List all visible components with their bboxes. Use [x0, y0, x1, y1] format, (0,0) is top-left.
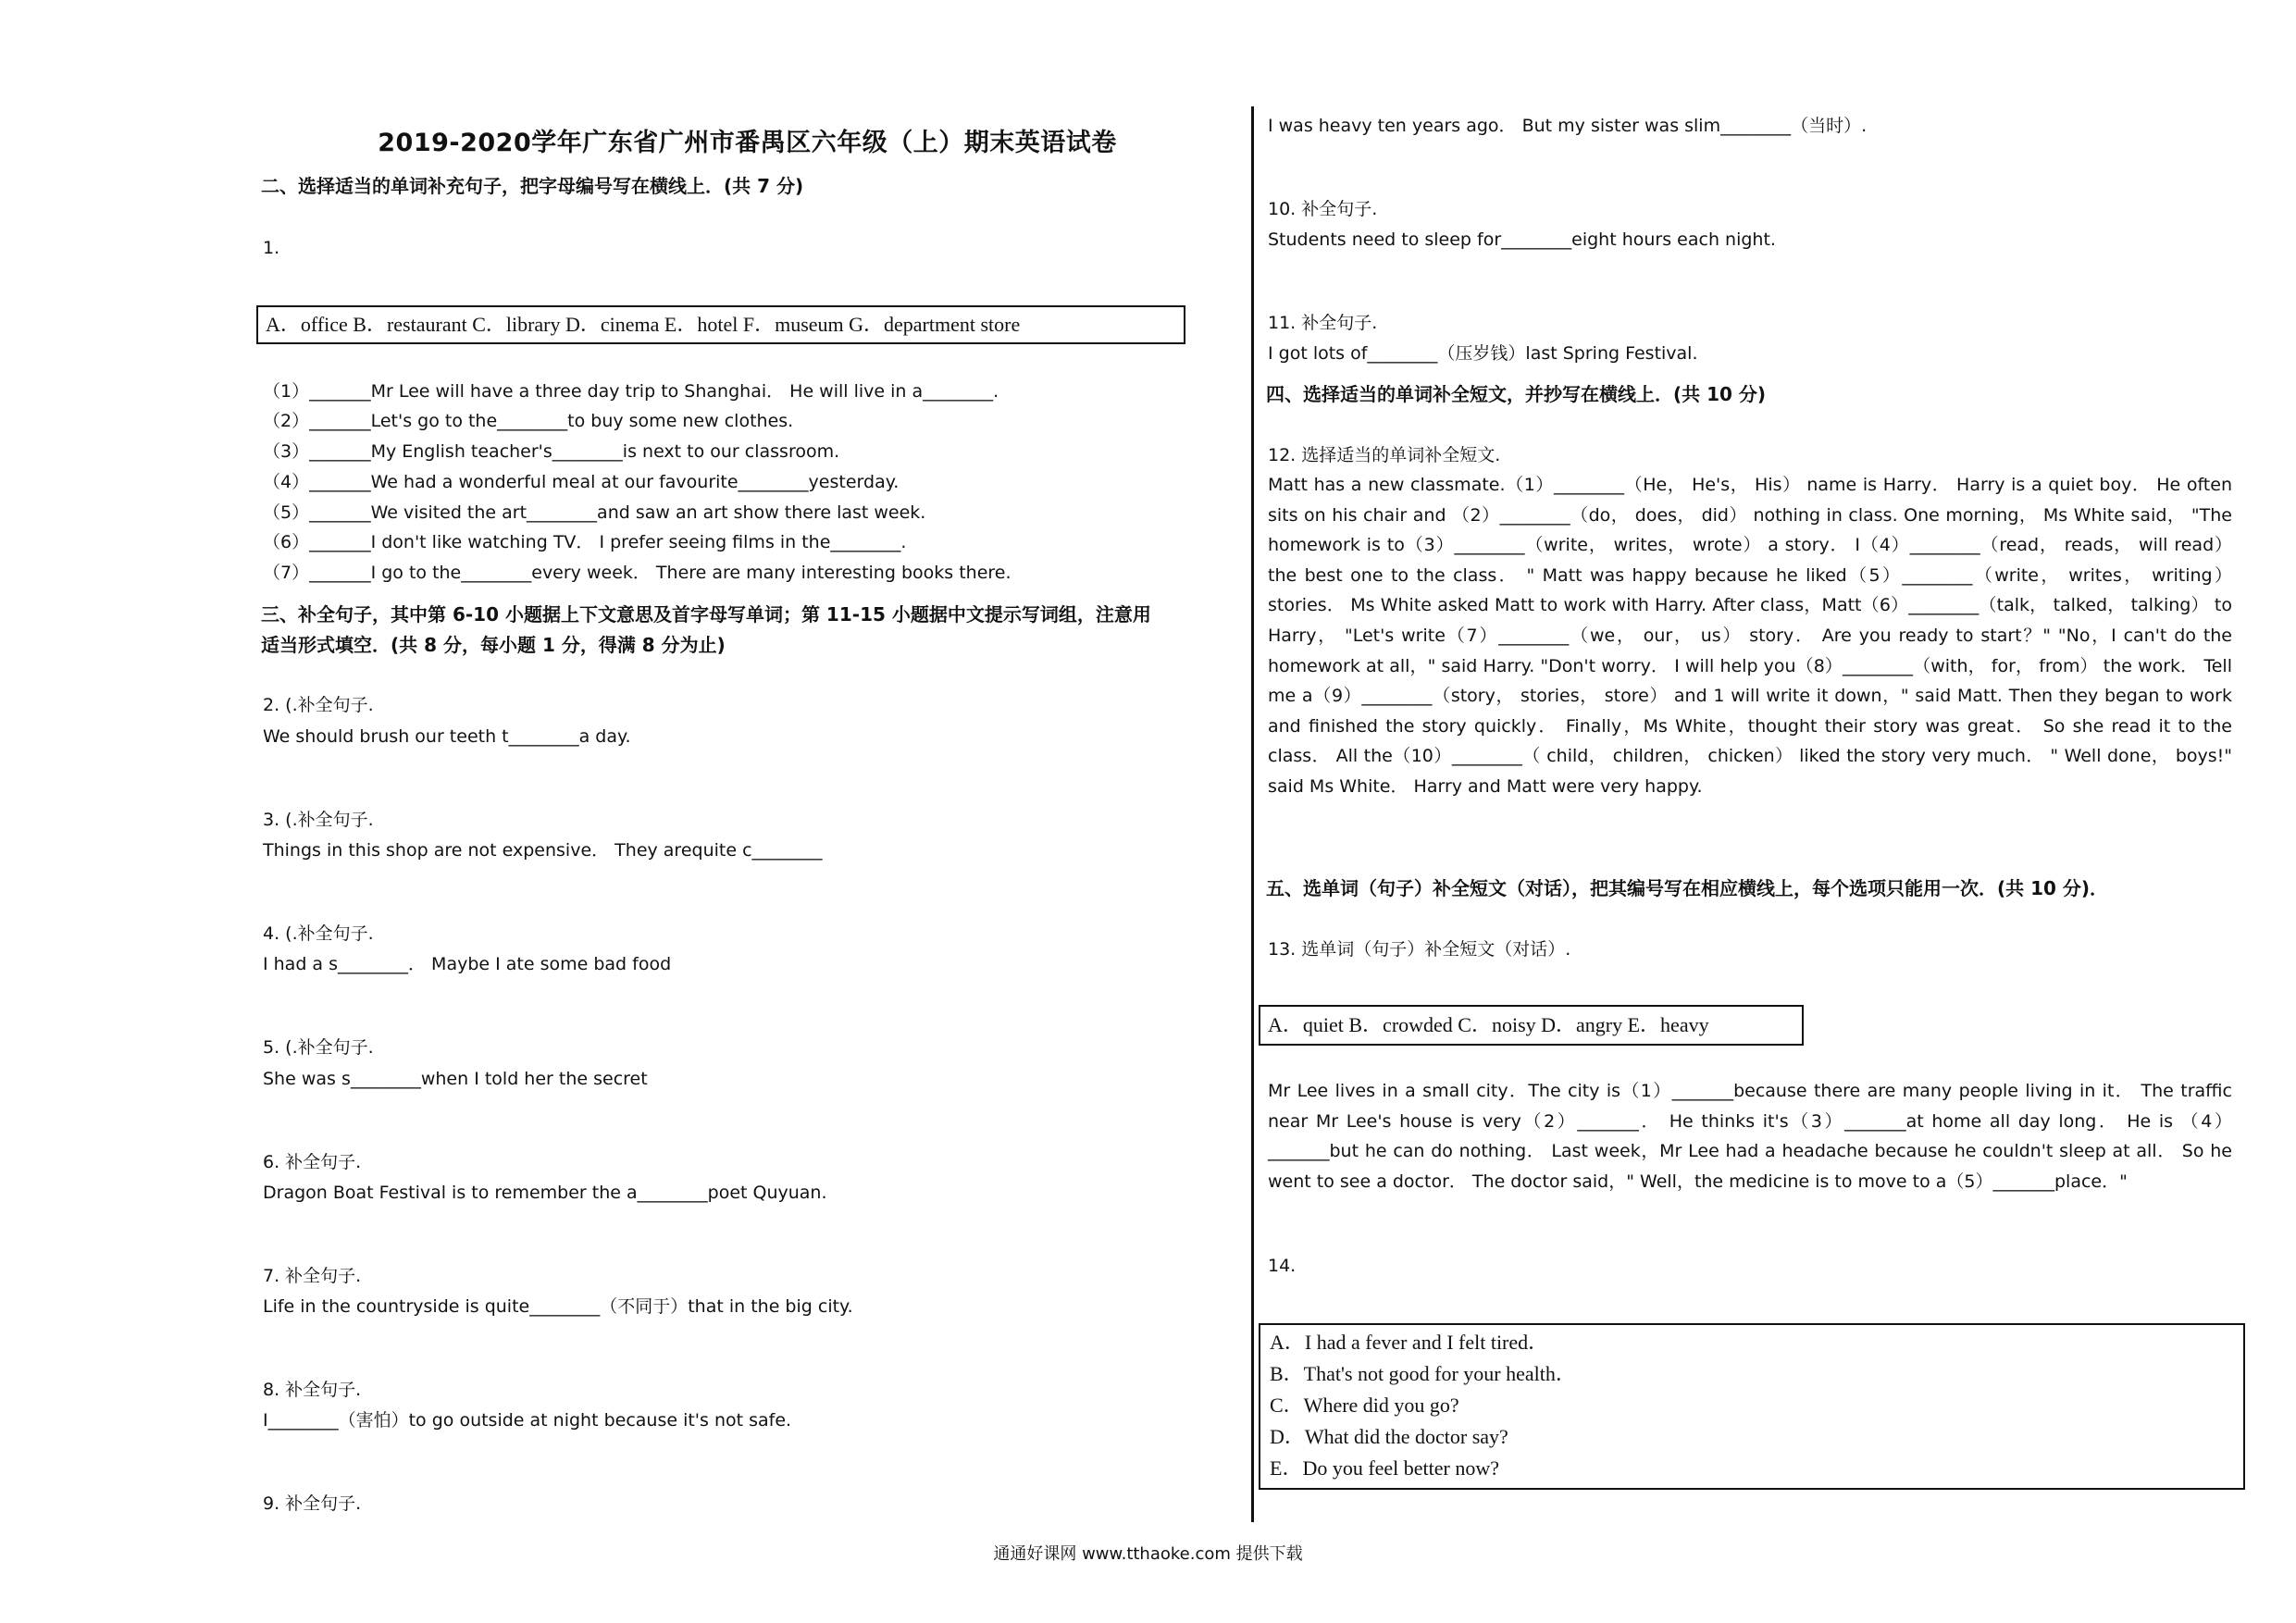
q1-item-4: （4）_______We had a wonderful meal at our favourite________yesterday. [263, 472, 900, 492]
column-divider [1251, 106, 1254, 1522]
q14-option-e: E．Do you feel better now? [1270, 1456, 1500, 1480]
q9-label: 9. 补全句子. [263, 1493, 362, 1514]
options-box-q13: A．quiet B．crowded C．noisy D．angry E．heavy [1259, 1005, 1804, 1046]
q14-option-a: A．I had a fever and I felt tired． [1270, 1331, 1549, 1354]
q1-item-5: （5）_______We visited the art________and saw an art show there last week. [263, 502, 926, 523]
q13-passage: Mr Lee lives in a small city．The city is（1）_______because there are many people living in it． The traffic near Mr Lee's house is very（2）_______． He thinks it's（3）_______at home all day long． He is （4）_______but he can do nothing． Last week，Mr Lee had a headache because he couldn't sleep at all． So he went to see a doctor． The doctor said，" Well，the medicine is to move to a（5）_______place．" [1268, 1081, 2232, 1192]
section3-heading-line2: 适当形式填空．(共 8 分，每小题 1 分，得满 8 分为止) [261, 634, 726, 656]
q12-label: 12. 选择适当的单词补全短文. [1268, 445, 1501, 465]
q1-item-7: （7）_______I go to the________every week． There are many interesting books there. [263, 563, 1011, 583]
options-box-q14 [1259, 1323, 2245, 1490]
q11-text: I got lots of________（压岁钱）last Spring Festival. [1268, 343, 1698, 364]
q12-passage: Matt has a new classmate.（1）________（He， He's， His） name is Harry． Harry is a quiet boy． He often sits on his chair and （2）________（do， does， did） nothing in class. One morning， Ms White said， "The homework is to（3）________（write， writes， wrote） a story． I（4）________（read， reads， will read） the best one to the class． " Matt was happy because he liked（5）________（write， writes， writing） stories． Ms White asked Matt to work with Harry. After class，Matt（6）________（talk， talked， talking） to Harry， "Let's write（7）________（we， our， us） story． Are you ready to start？" "No，I can't do the homework at all，" said Harry. "Don't worry． I will help you（8）________（with， for， from） the work． Tell me a（9）________（story， stories， store） and 1 will write it down，" said Matt. Then they began to work and finished the story quickly． Finally，Ms White，thought their story was great． So she read it to the class． All the（10）________（ child， children， chicken） liked the story very much． " Well done， boys!" said Ms White． Harry and Matt were very happy. [1268, 475, 2232, 797]
q5-label: 5. (.补全句子. [263, 1037, 374, 1058]
q9-text: I was heavy ten years ago． But my sister was slim________（当时）. [1268, 116, 1868, 136]
q2-text: We should brush our teeth t________a day. [263, 726, 631, 747]
section5-heading: 五、选单词（句子）补全短文（对话），把其编号写在相应横线上，每个选项只能用一次．(共 10 分)． [1266, 877, 2109, 899]
q7-text: Life in the countryside is quite________（不同于）that in the big city. [263, 1296, 853, 1317]
q7-label: 7. 补全句子. [263, 1266, 362, 1286]
q2-label: 2. (.补全句子. [263, 695, 374, 715]
q14-option-b: B．That's not good for your health． [1270, 1362, 1576, 1385]
page-footer: 通通好课网 www.tthaoke.com 提供下载 [993, 1544, 1303, 1564]
q3-label: 3. (.补全句子. [263, 810, 374, 830]
section2-heading: 二、选择适当的单词补充句子，把字母编号写在横线上．(共 7 分) [261, 175, 804, 197]
q3-text: Things in this shop are not expensive． They arequite c________ [263, 840, 823, 861]
section3-heading-line1: 三、补全句子，其中第 6-10 小题据上下文意思及首字母写单词；第 11-15 小题据中文提示写词组，注意用 [261, 603, 1151, 626]
q13-label: 13. 选单词（句子）补全短文（对话）. [1268, 939, 1571, 960]
q14-option-c: C．Where did you go? [1270, 1394, 1459, 1417]
q4-label: 4. (.补全句子. [263, 923, 374, 944]
q1-item-2: （2）_______Let's go to the________to buy some new clothes. [263, 411, 794, 431]
q8-text: I________（害怕）to go outside at night because it's not safe. [263, 1410, 792, 1431]
q1-item-6: （6）_______I don't like watching TV． I prefer seeing films in the________. [263, 532, 907, 552]
exam-title: 2019-2020学年广东省广州市番禺区六年级（上）期末英语试卷 [378, 129, 1117, 157]
q14-option-d: D．What did the doctor say? [1270, 1425, 1508, 1448]
q8-label: 8. 补全句子. [263, 1380, 362, 1400]
q4-text: I had a s________． Maybe I ate some bad food [263, 954, 672, 974]
q6-label: 6. 补全句子. [263, 1152, 362, 1172]
q1-item-1: （1）_______Mr Lee will have a three day trip to Shanghai． He will live in a________. [263, 381, 999, 402]
q6-text: Dragon Boat Festival is to remember the a________poet Quyuan. [263, 1183, 827, 1203]
section4-heading: 四、选择适当的单词补全短文，并抄写在横线上．(共 10 分) [1266, 383, 1767, 405]
q1-label: 1. [263, 238, 280, 258]
q14-label: 14. [1268, 1256, 1297, 1276]
q10-text: Students need to sleep for________eight hours each night. [1268, 229, 1776, 250]
q10-label: 10. 补全句子. [1268, 199, 1378, 219]
q11-label: 11. 补全句子. [1268, 313, 1378, 333]
q5-text: She was s________when I told her the secret [263, 1069, 648, 1089]
q1-item-3: （3）_______My English teacher's________is next to our classroom. [263, 441, 840, 462]
options-box-q1: A．office B．restaurant C．library D．cinema E．hotel F．museum G．department store [256, 305, 1185, 344]
